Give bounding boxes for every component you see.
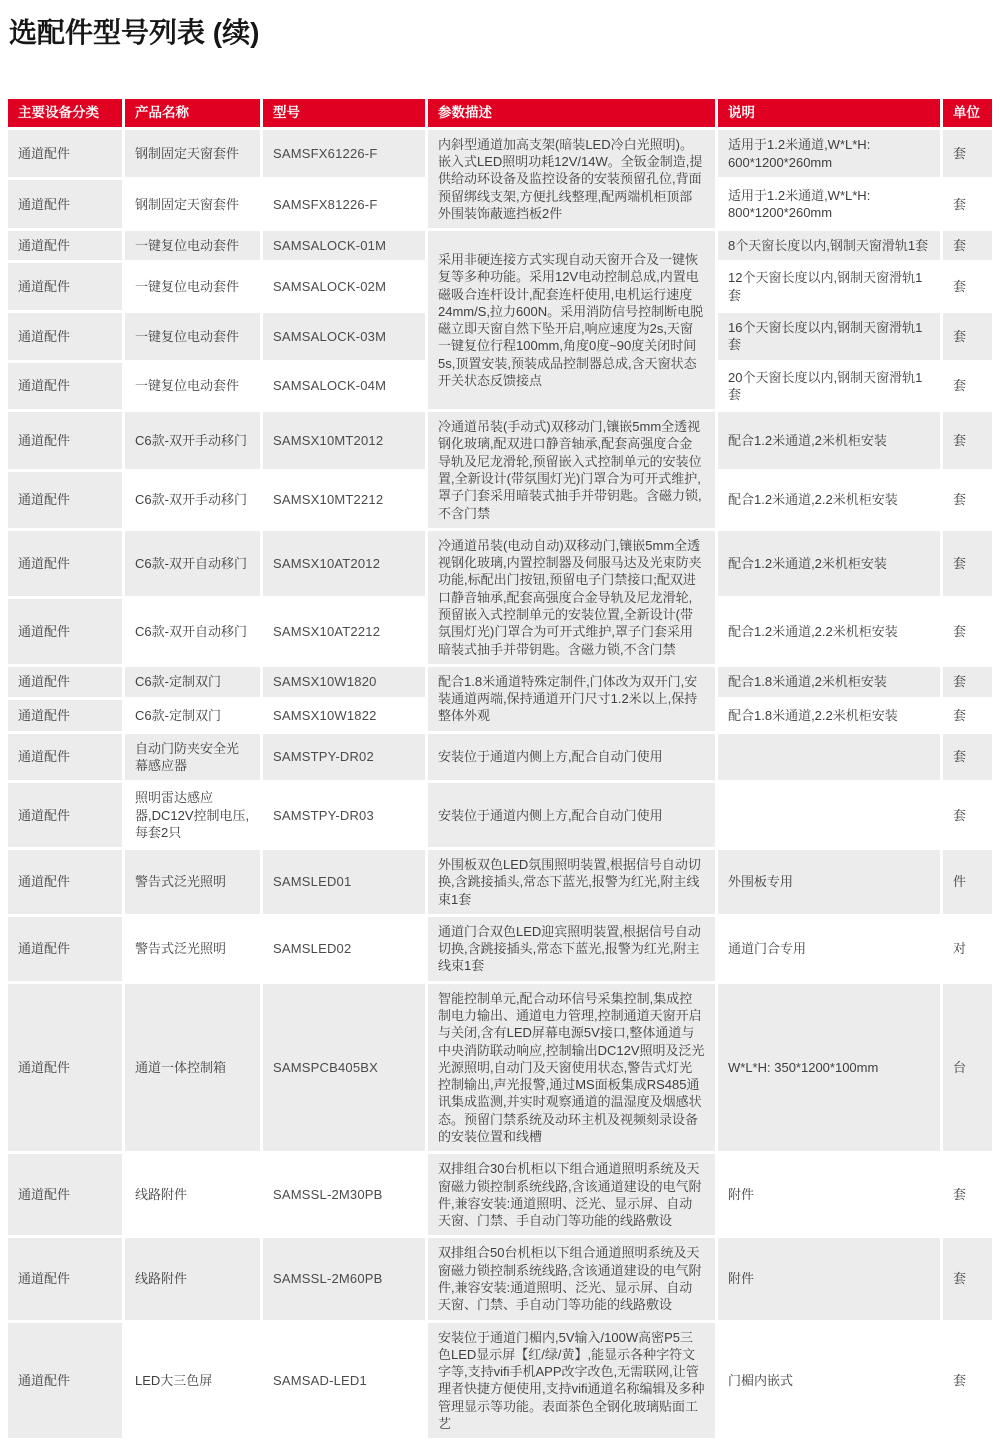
category-cell: 通道配件 bbox=[8, 412, 122, 468]
model-cell: SAMSX10W1822 bbox=[263, 700, 425, 730]
unit-cell: 套 bbox=[943, 734, 992, 781]
param-description-cell: 双排组合50台机柜以下组合通道照明系统及天窗磁力锁控制系统线路,含该通道建设的电气附件,兼容安装:通道照明、泛光、显示屏、自动天窗、门禁、手自动门等功能的线路敷设 bbox=[428, 1238, 715, 1319]
category-cell: 通道配件 bbox=[8, 363, 122, 410]
category-cell: 通道配件 bbox=[8, 599, 122, 664]
category-cell: 通道配件 bbox=[8, 531, 122, 596]
note-cell: 20个天窗长度以内,钢制天窗滑轨1套 bbox=[718, 363, 940, 410]
note-cell bbox=[718, 734, 940, 781]
table-row bbox=[8, 783, 992, 847]
note-cell: 配合1.2米通道,2米机柜安装 bbox=[718, 412, 940, 468]
unit-cell: 套 bbox=[943, 531, 992, 596]
note-cell: 附件 bbox=[718, 1238, 940, 1319]
unit-cell: 套 bbox=[943, 783, 992, 847]
unit-cell: 套 bbox=[943, 363, 992, 410]
category-cell: 通道配件 bbox=[8, 130, 122, 178]
category-cell: 通道配件 bbox=[8, 263, 122, 310]
model-cell: SAMSAD-LED1 bbox=[263, 1323, 425, 1439]
note-cell: 适用于1.2米通道,W*L*H: 800*1200*260mm bbox=[718, 180, 940, 228]
product-name-cell: C6款-双开自动移门 bbox=[125, 599, 260, 664]
category-cell: 通道配件 bbox=[8, 850, 122, 914]
model-cell: SAMSX10W1820 bbox=[263, 667, 425, 697]
model-cell: SAMSFX81226-F bbox=[263, 180, 425, 228]
column-header-model: 型号 bbox=[263, 99, 425, 127]
product-name-cell: 线路附件 bbox=[125, 1154, 260, 1235]
model-cell: SAMSALOCK-02M bbox=[263, 263, 425, 310]
note-cell: 配合1.2米通道,2.2米机柜安装 bbox=[718, 472, 940, 528]
table-header-row bbox=[8, 99, 992, 127]
model-cell: SAMSALOCK-03M bbox=[263, 313, 425, 360]
model-cell: SAMSX10MT2012 bbox=[263, 412, 425, 468]
unit-cell: 套 bbox=[943, 231, 992, 260]
page-title: 选配件型号列表 (续) bbox=[9, 17, 260, 48]
category-cell: 通道配件 bbox=[8, 313, 122, 360]
table-row bbox=[8, 531, 992, 596]
category-cell: 通道配件 bbox=[8, 1323, 122, 1439]
unit-cell: 套 bbox=[943, 263, 992, 310]
note-cell: 配合1.2米通道,2.2米机柜安装 bbox=[718, 599, 940, 664]
model-cell: SAMSTPY-DR03 bbox=[263, 783, 425, 847]
table-row bbox=[8, 917, 992, 981]
unit-cell: 套 bbox=[943, 599, 992, 664]
table-row bbox=[8, 850, 992, 914]
column-header-category: 主要设备分类 bbox=[8, 99, 122, 127]
unit-cell: 套 bbox=[943, 667, 992, 697]
product-name-cell: 一键复位电动套件 bbox=[125, 363, 260, 410]
unit-cell: 套 bbox=[943, 1238, 992, 1319]
note-cell: 适用于1.2米通道,W*L*H: 600*1200*260mm bbox=[718, 130, 940, 178]
unit-cell: 套 bbox=[943, 412, 992, 468]
note-cell: 配合1.8米通道,2米机柜安装 bbox=[718, 667, 940, 697]
param-description-cell: 配合1.8米通道特殊定制件,门体改为双开门,安装通道两端,保持通道开门尺寸1.2米以上,保持整体外观 bbox=[428, 667, 715, 731]
unit-cell: 件 bbox=[943, 850, 992, 914]
note-cell: 8个天窗长度以内,钢制天窗滑轨1套 bbox=[718, 231, 940, 260]
param-description-cell: 双排组合30台机柜以下组合通道照明系统及天窗磁力锁控制系统线路,含该通道建设的电气附件,兼容安装:通道照明、泛光、显示屏、自动天窗、门禁、手自动门等功能的线路敷设 bbox=[428, 1154, 715, 1235]
category-cell: 通道配件 bbox=[8, 180, 122, 228]
param-description-cell: 安装位于通道门楣内,5V输入/100W高密P5三色LED显示屏【红/绿/黄】,能显示各种字符文字等,支持vifi手机APP改字改色,无需联网,让管理者快捷方便使用,支持vifi通道名称编辑及多种管理显示等功能。表面茶色全钢化玻璃贴面工艺 bbox=[428, 1323, 715, 1439]
param-description-cell: 智能控制单元,配合动环信号采集控制,集成控制电力输出、通道电力管理,控制通道天窗开启与关闭,含有LED屏幕电源5V接口,整体通道与中央消防联动响应,控制输出DC12V照明及泛光光源照明,自动门及天窗使用状态,警告式灯光控制输出,声光报警,通过MS面板集成RS485通讯集成监测,并实时观察通道的温湿度及烟感状态。预留门禁系统及动环主机及视频刻录设备的安装位置和线槽 bbox=[428, 984, 715, 1152]
product-name-cell: 警告式泛光照明 bbox=[125, 850, 260, 914]
table-row bbox=[8, 231, 992, 260]
param-description-cell: 安装位于通道内侧上方,配合自动门使用 bbox=[428, 734, 715, 781]
category-cell: 通道配件 bbox=[8, 667, 122, 697]
model-cell: SAMSSL-2M60PB bbox=[263, 1238, 425, 1319]
product-name-cell: 警告式泛光照明 bbox=[125, 917, 260, 981]
unit-cell: 套 bbox=[943, 313, 992, 360]
param-description-cell: 采用非硬连接方式实现自动天窗开合及一键恢复等多种功能。采用12V电动控制总成,内置电磁吸合连杆设计,配套连杆使用,电机运行速度24mm/S,拉力600N。采用消防信号控制断电脱磁立即天窗自然下坠开启,响应速度为2s,天窗一键复位行程100mm,角度0度~90度关闭时间5s,顶置安装,预装成品控制器总成,含天窗状态开关状态反馈接点 bbox=[428, 231, 715, 409]
model-cell: SAMSLED01 bbox=[263, 850, 425, 914]
model-cell: SAMSFX61226-F bbox=[263, 130, 425, 178]
product-name-cell: 钢制固定天窗套件 bbox=[125, 130, 260, 178]
model-cell: SAMSLED02 bbox=[263, 917, 425, 981]
product-name-cell: 一键复位电动套件 bbox=[125, 263, 260, 310]
category-cell: 通道配件 bbox=[8, 1238, 122, 1319]
note-cell: 配合1.2米通道,2米机柜安装 bbox=[718, 531, 940, 596]
category-cell: 通道配件 bbox=[8, 472, 122, 528]
note-cell: 门楣内嵌式 bbox=[718, 1323, 940, 1439]
table-body bbox=[8, 130, 992, 1438]
unit-cell: 套 bbox=[943, 700, 992, 730]
product-name-cell: 线路附件 bbox=[125, 1238, 260, 1319]
param-description-cell: 通道门合双色LED迎宾照明装置,根据信号自动切换,含跳接插头,常态下蓝光,报警为红光,附主线束1套 bbox=[428, 917, 715, 981]
note-cell: 16个天窗长度以内,钢制天窗滑轨1套 bbox=[718, 313, 940, 360]
model-cell: SAMSX10AT2212 bbox=[263, 599, 425, 664]
table-row bbox=[8, 1323, 992, 1439]
category-cell: 通道配件 bbox=[8, 783, 122, 847]
model-cell: SAMSSL-2M30PB bbox=[263, 1154, 425, 1235]
model-cell: SAMSX10AT2012 bbox=[263, 531, 425, 596]
param-description-cell: 外围板双色LED氛围照明装置,根据信号自动切换,含跳接插头,常态下蓝光,报警为红光,附主线束1套 bbox=[428, 850, 715, 914]
category-cell: 通道配件 bbox=[8, 1154, 122, 1235]
category-cell: 通道配件 bbox=[8, 917, 122, 981]
note-cell: W*L*H: 350*1200*100mm bbox=[718, 984, 940, 1152]
param-description-cell: 冷通道吊装(手动式)双移动门,镶嵌5mm全透视钢化玻璃,配双进口静音轴承,配套高强度合金导轨及尼龙滑轮,预留嵌入式控制单元的安装位置,全新设计(带氛围灯光)门罩合为可开式维护,罩子门套采用暗装式抽手并带钥匙。含磁力锁,不含门禁 bbox=[428, 412, 715, 528]
note-cell: 通道门合专用 bbox=[718, 917, 940, 981]
table-row bbox=[8, 130, 992, 178]
unit-cell: 套 bbox=[943, 1323, 992, 1439]
table-row bbox=[8, 667, 992, 697]
category-cell: 通道配件 bbox=[8, 734, 122, 781]
product-name-cell: 一键复位电动套件 bbox=[125, 313, 260, 360]
unit-cell: 对 bbox=[943, 917, 992, 981]
column-header-unit: 单位 bbox=[943, 99, 992, 127]
param-description-cell: 冷通道吊装(电动自动)双移动门,镶嵌5mm全透视钢化玻璃,内置控制器及伺服马达及光束防夹功能,标配出门按钮,预留电子门禁接口;配双进口静音轴承,配套高强度合金导轨及尼龙滑轮,预留嵌入式控制单元的安装位置,全新设计(带氛围灯光)门罩合为可开式维护,罩子门套采用暗装式抽手并带钥匙。含磁力锁,不含门禁 bbox=[428, 531, 715, 664]
category-cell: 通道配件 bbox=[8, 984, 122, 1152]
note-cell: 12个天窗长度以内,钢制天窗滑轨1套 bbox=[718, 263, 940, 310]
note-cell: 附件 bbox=[718, 1154, 940, 1235]
category-cell: 通道配件 bbox=[8, 231, 122, 260]
category-cell: 通道配件 bbox=[8, 700, 122, 730]
product-name-cell: LED大三色屏 bbox=[125, 1323, 260, 1439]
unit-cell: 套 bbox=[943, 130, 992, 178]
column-header-product-name: 产品名称 bbox=[125, 99, 260, 127]
table-row bbox=[8, 984, 992, 1152]
table-row bbox=[8, 412, 992, 468]
unit-cell: 套 bbox=[943, 472, 992, 528]
model-cell: SAMSALOCK-01M bbox=[263, 231, 425, 260]
product-name-cell: C6款-双开手动移门 bbox=[125, 412, 260, 468]
table-row bbox=[8, 1154, 992, 1235]
product-name-cell: 照明雷达感应器,DC12V控制电压,每套2只 bbox=[125, 783, 260, 847]
product-name-cell: C6款-双开手动移门 bbox=[125, 472, 260, 528]
unit-cell: 台 bbox=[943, 984, 992, 1152]
model-cell: SAMSX10MT2212 bbox=[263, 472, 425, 528]
model-cell: SAMSPCB405BX bbox=[263, 984, 425, 1152]
table-row bbox=[8, 734, 992, 781]
note-cell: 外围板专用 bbox=[718, 850, 940, 914]
column-header-note: 说明 bbox=[718, 99, 940, 127]
product-name-cell: 通道一体控制箱 bbox=[125, 984, 260, 1152]
model-cell: SAMSALOCK-04M bbox=[263, 363, 425, 410]
unit-cell: 套 bbox=[943, 180, 992, 228]
product-name-cell: 一键复位电动套件 bbox=[125, 231, 260, 260]
note-cell: 配合1.8米通道,2.2米机柜安装 bbox=[718, 700, 940, 730]
table-row bbox=[8, 1238, 992, 1319]
param-description-cell: 内斜型通道加高支架(暗装LED冷白光照明)。嵌入式LED照明功耗12V/14W。全钣金制造,提供给动环设备及监控设备的安装预留孔位,背面预留绑线支架,方便扎线整理,配两端机柜顶部外围装饰蔽遮挡板2件 bbox=[428, 130, 715, 228]
model-cell: SAMSTPY-DR02 bbox=[263, 734, 425, 781]
param-description-cell: 安装位于通道内侧上方,配合自动门使用 bbox=[428, 783, 715, 847]
unit-cell: 套 bbox=[943, 1154, 992, 1235]
product-name-cell: C6款-双开自动移门 bbox=[125, 531, 260, 596]
product-name-cell: C6款-定制双门 bbox=[125, 700, 260, 730]
column-header-param-description: 参数描述 bbox=[428, 99, 715, 127]
accessory-model-table bbox=[5, 96, 995, 1441]
product-name-cell: 自动门防夹安全光幕感应器 bbox=[125, 734, 260, 781]
note-cell bbox=[718, 783, 940, 847]
product-name-cell: 钢制固定天窗套件 bbox=[125, 180, 260, 228]
product-name-cell: C6款-定制双门 bbox=[125, 667, 260, 697]
